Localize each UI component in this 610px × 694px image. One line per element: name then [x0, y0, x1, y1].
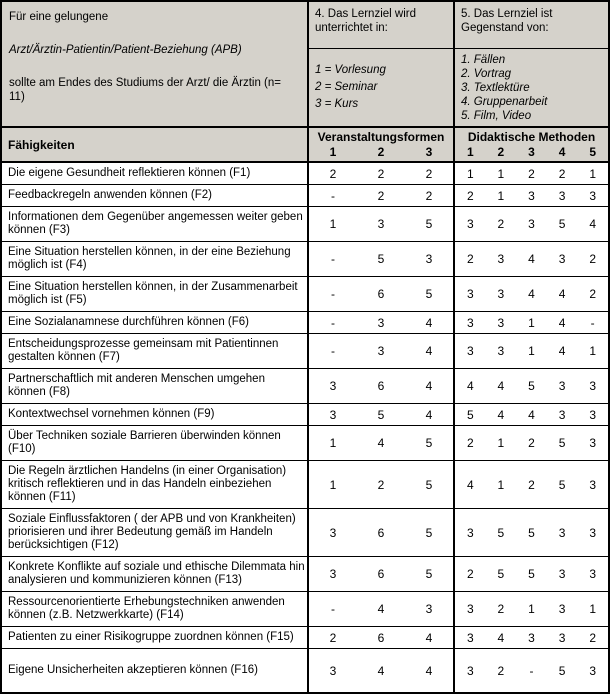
value-cell: 3 — [329, 663, 337, 678]
didaktische-methoden-values — [453, 509, 608, 556]
value-cell: 5 — [497, 525, 505, 540]
value-cell: 3 — [558, 252, 566, 266]
veranstaltungsformen-values — [307, 649, 453, 692]
value-cell: 3 — [589, 525, 597, 540]
value-cell: 4 — [497, 379, 505, 393]
value-cell: 6 — [377, 379, 385, 393]
legend-item: 2. Vortrag — [461, 67, 512, 80]
value-cell: 4 — [589, 217, 597, 231]
didaktische-methoden-values — [453, 404, 608, 425]
value-cell: 4 — [377, 663, 385, 678]
legend-item: 1 = Vorlesung — [315, 64, 386, 76]
value-cell: 3 — [425, 252, 433, 266]
value-cell: 4 — [425, 663, 433, 678]
legend-item: 2 = Seminar — [315, 81, 378, 93]
value-cell: 3 — [329, 407, 337, 422]
value-cell: 5 — [425, 217, 433, 231]
value-cell: 3 — [466, 663, 474, 678]
value-cell: 3 — [329, 379, 337, 393]
value-cell: 4 — [528, 407, 535, 422]
value-cell: 1 — [589, 602, 597, 616]
didaktische-methoden-label: Didaktische Methoden — [467, 130, 596, 144]
value-cell: - — [331, 287, 335, 301]
value-cell: 1 — [497, 477, 505, 492]
didaktische-methoden-values — [453, 207, 608, 241]
veranstaltungsformen-values — [307, 592, 453, 626]
value-cell: 2 — [497, 663, 505, 678]
value-cell: 5 — [558, 663, 566, 678]
value-cell: 5 — [425, 287, 433, 301]
veranstaltungsformen-values — [307, 426, 453, 460]
value-cell: 4 — [558, 344, 566, 358]
value-cell: 1 — [329, 436, 337, 450]
didaktische-methoden-values — [453, 312, 608, 333]
value-cell: 4 — [466, 379, 474, 393]
didaktische-methoden-values — [453, 627, 608, 648]
veranstaltungsformen-values — [307, 404, 453, 425]
value-cell: 3 — [466, 287, 474, 301]
value-cell: 4 — [558, 315, 566, 330]
value-cell: 2 — [528, 436, 535, 450]
veranstaltungsformen-values — [307, 207, 453, 241]
veranstaltungsformen-label: Veranstaltungsformen — [317, 130, 445, 144]
value-cell: 3 — [377, 315, 385, 330]
value-cell: 3 — [466, 602, 474, 616]
value-cell: 2 — [466, 436, 474, 450]
value-cell: 3 — [377, 344, 385, 358]
veranstaltungsformen-values — [307, 369, 453, 403]
value-cell: 3 — [558, 602, 566, 616]
value-cell: 4 — [425, 344, 433, 358]
value-cell: 2 — [528, 166, 535, 181]
value-cell: 5 — [558, 436, 566, 450]
legend-item: 1. Fällen — [461, 53, 506, 66]
value-cell: 3 — [589, 407, 597, 422]
value-cell: 1 — [528, 315, 535, 330]
value-cell: 5 — [466, 407, 474, 422]
didaktische-methoden-values — [453, 242, 608, 276]
veranstaltungsformen-values — [307, 312, 453, 333]
table-row — [2, 312, 608, 334]
value-cell: - — [331, 252, 335, 266]
didaktische-methoden-header — [453, 128, 608, 161]
didaktische-methoden-values — [453, 426, 608, 460]
value-cell: 1 — [528, 344, 535, 358]
column5-legend — [455, 49, 608, 126]
table-row — [2, 509, 608, 557]
value-cell: 3 — [558, 630, 566, 645]
table-row — [2, 185, 608, 207]
skill-label: Ressourcenorientierte Erhebungstechniken anwenden können (z.B. Netzwerkkarte) (F14) — [8, 596, 285, 621]
value-cell: 4 — [497, 407, 505, 422]
value-cell: 3 — [528, 188, 535, 203]
value-cell: 2 — [329, 630, 337, 645]
value-cell: 3 — [329, 525, 337, 540]
didaktische-methoden-values — [453, 277, 608, 311]
veranstaltungsformen-values — [307, 242, 453, 276]
skill-label: Eine Sozialanamnese durchführen können (F6) — [8, 316, 250, 328]
table-row — [2, 404, 608, 426]
didaktische-methoden-values — [453, 185, 608, 206]
value-cell: 4 — [466, 477, 474, 492]
value-cell: 1 — [497, 166, 505, 181]
value-cell: - — [331, 602, 335, 616]
didaktische-methoden-values — [453, 592, 608, 626]
value-cell: - — [529, 663, 534, 678]
value-cell: 5 — [497, 567, 505, 581]
legend-item: 3 = Kurs — [315, 98, 359, 110]
subcolumn-number: 2 — [377, 145, 385, 159]
value-cell: 3 — [528, 630, 535, 645]
skill-label: Eine Situation herstellen können, in der eine Beziehung möglich ist (F4) — [8, 246, 291, 271]
value-cell: 1 — [497, 188, 505, 203]
skill-label: Die Regeln ärztlichen Handelns (in einer Organisation) kritisch reflektieren und in das Handeln einbeziehen können (F11) — [8, 465, 287, 503]
subcolumn-number: 1 — [329, 145, 337, 159]
value-cell: 2 — [589, 287, 597, 301]
veranstaltungsformen-values — [307, 509, 453, 556]
value-cell: 4 — [425, 407, 433, 422]
value-cell: 3 — [589, 436, 597, 450]
value-cell: 3 — [425, 602, 433, 616]
value-cell: 5 — [425, 525, 433, 540]
intro-cell — [2, 2, 307, 126]
table-row — [2, 334, 608, 369]
table-row — [2, 649, 608, 692]
skill-label: Feedbackregeln anwenden können (F2) — [8, 189, 212, 201]
value-cell: 1 — [528, 602, 535, 616]
skill-label: Die eigene Gesundheit reflektieren können (F1) — [8, 167, 251, 179]
value-cell: 3 — [558, 567, 566, 581]
skill-label: Konkrete Konflikte auf soziale und ethische Dilemmata hin analysieren und kommunizieren können (F13) — [8, 561, 305, 586]
skill-label: Informationen dem Gegenüber angemessen weiter geben können (F3) — [8, 211, 303, 236]
column5-title: 5. Das Lernziel ist Gegenstand von: — [455, 2, 608, 49]
value-cell: 2 — [425, 188, 433, 203]
table-body — [2, 163, 608, 692]
table-row — [2, 163, 608, 185]
column-header-row — [2, 128, 608, 163]
value-cell: 2 — [466, 252, 474, 266]
veranstaltungsformen-header — [307, 128, 453, 161]
value-cell: 5 — [425, 477, 433, 492]
value-cell: 6 — [377, 287, 385, 301]
veranstaltungsformen-subcolumns — [309, 145, 453, 160]
value-cell: 4 — [497, 630, 505, 645]
value-cell: 5 — [425, 567, 433, 581]
veranstaltungsformen-values — [307, 461, 453, 508]
value-cell: 3 — [589, 379, 597, 393]
skill-label: Partnerschaftlich mit anderen Menschen umgehen können (F8) — [8, 373, 265, 398]
legend-item: 3. Textlektüre — [461, 81, 530, 94]
table-row — [2, 557, 608, 592]
value-cell: 3 — [558, 407, 566, 422]
value-cell: 2 — [497, 217, 505, 231]
value-cell: 6 — [377, 630, 385, 645]
value-cell: 1 — [589, 166, 597, 181]
didaktische-methoden-values — [453, 649, 608, 692]
legend-item: 5. Film, Video — [461, 109, 532, 122]
value-cell: 1 — [497, 436, 505, 450]
value-cell: 2 — [589, 252, 597, 266]
value-cell: 4 — [528, 252, 535, 266]
value-cell: 3 — [329, 567, 337, 581]
value-cell: 4 — [528, 287, 535, 301]
subcolumn-number: 3 — [425, 145, 433, 159]
column5-header-cell — [453, 2, 608, 126]
value-cell: 4 — [377, 436, 385, 450]
value-cell: 3 — [558, 379, 566, 393]
value-cell: 3 — [377, 217, 385, 231]
veranstaltungsformen-values — [307, 185, 453, 206]
didaktische-methoden-values — [453, 163, 608, 184]
skill-label: Patienten zu einer Risikogruppe zuordnen können (F15) — [8, 631, 294, 643]
veranstaltungsformen-values — [307, 163, 453, 184]
table-row — [2, 207, 608, 242]
subcolumn-number: 3 — [528, 145, 535, 159]
skill-label: Eine Situation herstellen können, in der Zusammenarbeit möglich ist (F5) — [8, 281, 298, 306]
didaktische-methoden-subcolumns — [455, 145, 608, 160]
intro-line-2-apb: Arzt/Ärztin-Patientin/Patient-Beziehung (APB) — [9, 44, 242, 56]
value-cell: 5 — [528, 567, 535, 581]
value-cell: 1 — [329, 477, 337, 492]
veranstaltungsformen-values — [307, 277, 453, 311]
legend-item: 4. Gruppenarbeit — [461, 95, 548, 108]
skill-label: Eigene Unsicherheiten akzeptieren können (F16) — [8, 664, 258, 676]
value-cell: 3 — [466, 344, 474, 358]
column4-title: 4. Das Lernziel wird unterrichtet in: — [309, 2, 453, 49]
value-cell: 4 — [558, 287, 566, 301]
value-cell: 4 — [425, 315, 433, 330]
value-cell: 3 — [466, 525, 474, 540]
column4-legend — [309, 49, 453, 126]
skill-label: Über Techniken soziale Barrieren überwinden können (F10) — [8, 430, 281, 455]
value-cell: 3 — [497, 344, 505, 358]
value-cell: 3 — [466, 315, 474, 330]
value-cell: 3 — [497, 252, 505, 266]
value-cell: 3 — [497, 287, 505, 301]
value-cell: 5 — [558, 477, 566, 492]
value-cell: 3 — [558, 525, 566, 540]
subcolumn-number: 4 — [558, 145, 566, 159]
value-cell: 3 — [589, 477, 597, 492]
value-cell: 3 — [589, 188, 597, 203]
subcolumn-number: 2 — [497, 145, 505, 159]
skills-column-header: Fähigkeiten — [8, 137, 75, 152]
value-cell: - — [590, 315, 595, 330]
didaktische-methoden-values — [453, 334, 608, 368]
value-cell: 1 — [466, 166, 474, 181]
subcolumn-number: 5 — [589, 145, 597, 159]
value-cell: 1 — [329, 217, 337, 231]
skill-label: Entscheidungsprozesse gemeinsam mit Patientinnen gestalten können (F7) — [8, 338, 279, 363]
table-row — [2, 461, 608, 509]
value-cell: - — [331, 188, 335, 203]
table-row — [2, 426, 608, 461]
value-cell: 4 — [377, 602, 385, 616]
value-cell: 2 — [497, 602, 505, 616]
value-cell: 3 — [528, 217, 535, 231]
intro-line-3: sollte am Endes des Studiums der Arzt/ die Ärztin (n= 11) — [9, 77, 281, 103]
value-cell: 3 — [558, 188, 566, 203]
value-cell: 5 — [425, 436, 433, 450]
value-cell: 2 — [466, 188, 474, 203]
didaktische-methoden-values — [453, 557, 608, 591]
value-cell: 2 — [589, 630, 597, 645]
value-cell: 2 — [558, 166, 566, 181]
value-cell: 2 — [425, 166, 433, 181]
value-cell: 3 — [466, 630, 474, 645]
table-row — [2, 627, 608, 649]
value-cell: 3 — [466, 217, 474, 231]
value-cell: 6 — [377, 525, 385, 540]
value-cell: 2 — [377, 166, 385, 181]
table-row — [2, 242, 608, 277]
value-cell: 2 — [377, 188, 385, 203]
table-row — [2, 592, 608, 627]
value-cell: 2 — [528, 477, 535, 492]
value-cell: 3 — [589, 567, 597, 581]
value-cell: 2 — [466, 567, 474, 581]
value-cell: 5 — [558, 217, 566, 231]
value-cell: 4 — [425, 379, 433, 393]
value-cell: 5 — [377, 407, 385, 422]
value-cell: 2 — [377, 477, 385, 492]
table-row — [2, 369, 608, 404]
value-cell: 1 — [589, 344, 597, 358]
subcolumn-number: 1 — [466, 145, 474, 159]
veranstaltungsformen-values — [307, 557, 453, 591]
value-cell: - — [331, 344, 335, 358]
didaktische-methoden-values — [453, 369, 608, 403]
value-cell: 4 — [425, 630, 433, 645]
column4-header-cell — [307, 2, 453, 126]
didaktische-methoden-values — [453, 461, 608, 508]
table-row — [2, 277, 608, 312]
value-cell: 3 — [589, 663, 597, 678]
skill-label: Kontextwechsel vornehmen können (F9) — [8, 408, 215, 420]
value-cell: 2 — [329, 166, 337, 181]
value-cell: 5 — [528, 379, 535, 393]
value-cell: 5 — [377, 252, 385, 266]
veranstaltungsformen-values — [307, 334, 453, 368]
veranstaltungsformen-values — [307, 627, 453, 648]
value-cell: - — [331, 315, 335, 330]
skill-label: Soziale Einflussfaktoren ( der APB und von Krankheiten) priorisieren und ihrer Bedeutung gemäß im Handeln berücksichtigen (F12) — [8, 513, 296, 551]
value-cell: 6 — [377, 567, 385, 581]
value-cell: 3 — [497, 315, 505, 330]
table-header-band — [2, 2, 608, 128]
intro-line-1: Für eine gelungene — [9, 11, 109, 23]
value-cell: 5 — [528, 525, 535, 540]
